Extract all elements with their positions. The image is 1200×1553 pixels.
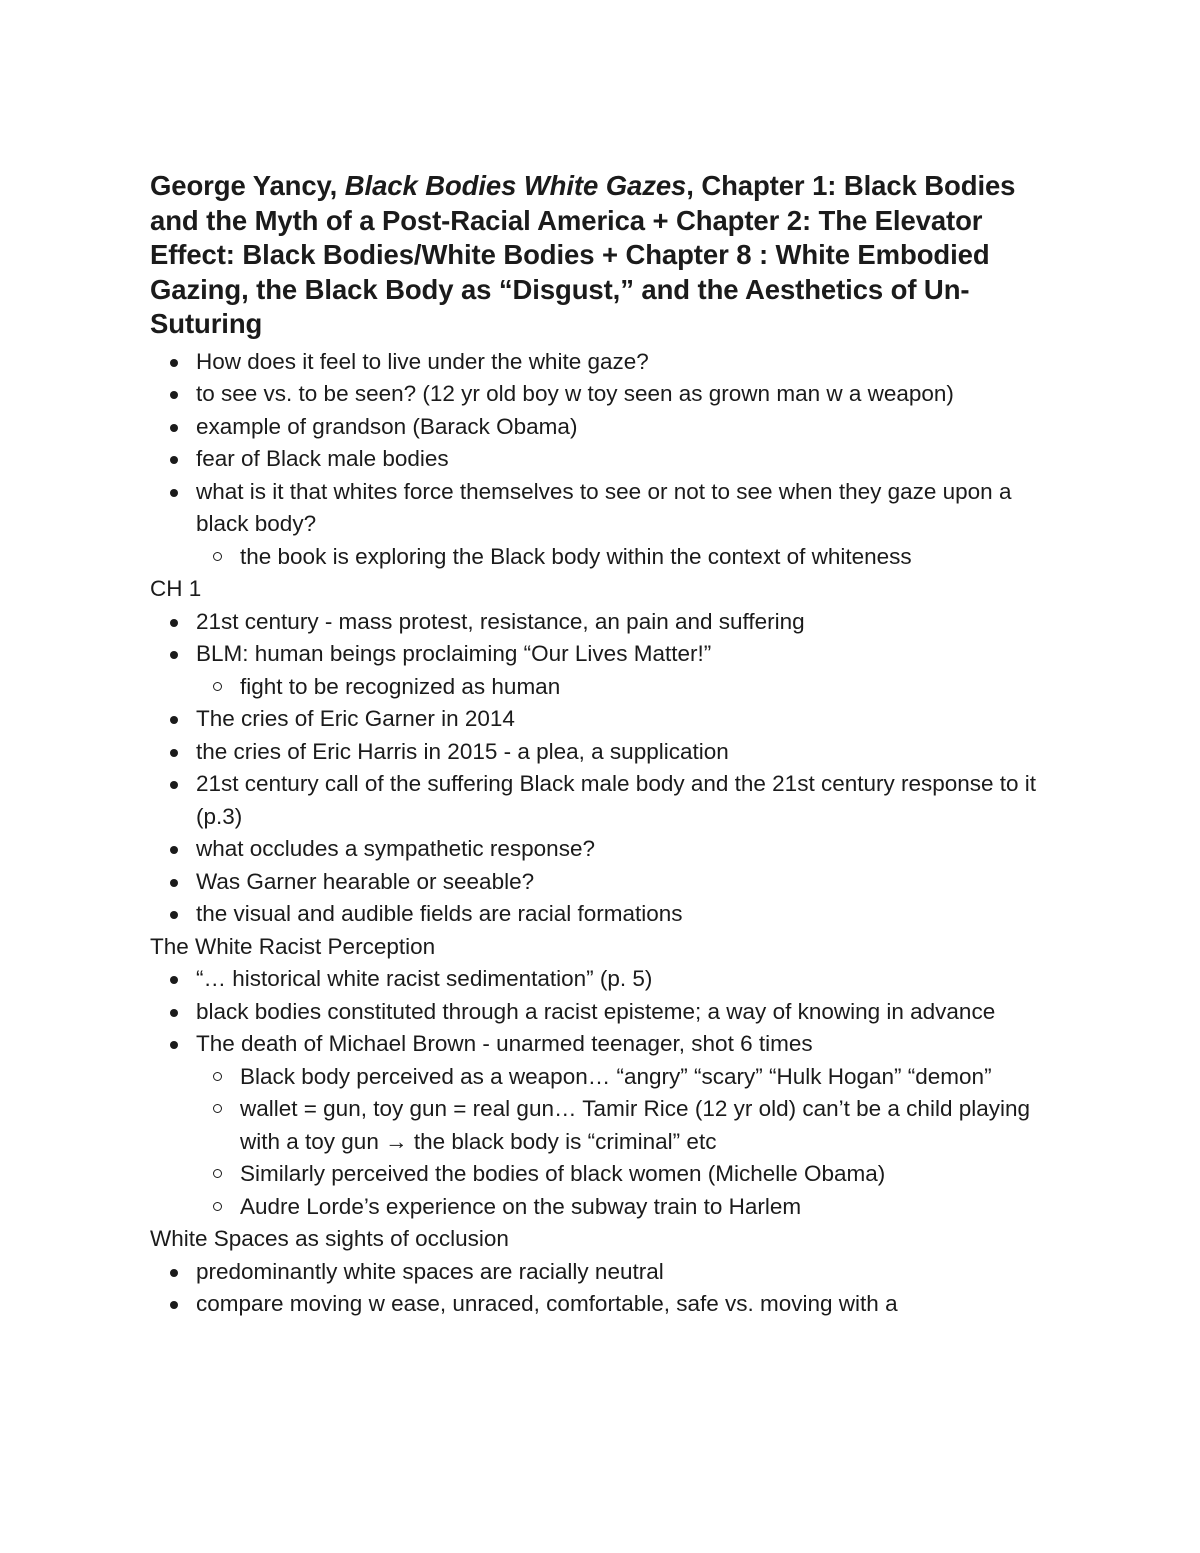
sub-list-item <box>196 1191 1060 1224</box>
list-item-text: predominantly white spaces are racially neutral <box>196 1258 664 1284</box>
bullet-icon <box>170 911 178 919</box>
bullet-icon <box>170 651 178 659</box>
list-item <box>150 736 1060 769</box>
list-item-text: what is it that whites force themselves to see or not to see when they gaze upon a black body? <box>196 478 1012 536</box>
list-item-text: 21st century - mass protest, resistance, an pain and suffering <box>196 608 805 634</box>
hollow-bullet-icon <box>213 1072 222 1081</box>
spaces-list <box>150 1256 1060 1321</box>
list-item <box>150 898 1060 931</box>
list-item-text: “… historical white racist sedimentation” (p. 5) <box>196 966 653 991</box>
title-part-2: , Chapter 1: Black Bodies and the Myth of a Post-Racial America + Chapter 2: The Elevator Effect: Black Bodies/White Bodies + Chapter 8 : White Embodied Gazing, the Black Body as “Disgust,” and the Aesthetics of Un-Suturing <box>150 170 1016 339</box>
sub-list-item-text: Audre Lorde’s experience on the subway train to Harlem <box>240 1193 802 1219</box>
bullet-icon <box>170 716 178 724</box>
list-item <box>150 996 1060 1029</box>
list-item-text: BLM: human beings proclaiming “Our Lives Matter!” <box>196 641 712 666</box>
sub-list-item-text: the book is exploring the Black body within the context of whiteness <box>240 543 912 569</box>
list-item-text: what occludes a sympathetic response? <box>196 836 595 861</box>
sub-list <box>196 541 1060 574</box>
list-item-text: Was Garner hearable or seeable? <box>196 868 535 894</box>
list-item <box>150 476 1060 574</box>
bullet-icon <box>170 976 178 984</box>
ch1-list <box>150 606 1060 931</box>
bullet-icon <box>170 424 178 432</box>
list-item-text: compare moving w ease, unraced, comfortable, safe vs. moving with a <box>196 1291 898 1316</box>
section-heading-perception: The White Racist Perception <box>150 933 436 959</box>
sub-list-item-text: wallet = gun, toy gun = real gun… Tamir Rice (12 yr old) can’t be a child playing with a toy gun → the black body is “criminal” etc <box>240 1096 1031 1154</box>
section-heading-spaces: White Spaces as sights of occlusion <box>150 1226 509 1251</box>
list-item <box>150 866 1060 899</box>
title-part-1: George Yancy, <box>150 170 345 201</box>
bullet-icon <box>170 391 178 399</box>
list-item <box>150 833 1060 866</box>
list-item <box>150 346 1060 379</box>
list-item <box>150 411 1060 444</box>
list-item <box>150 1028 1060 1223</box>
bullet-icon <box>170 749 178 757</box>
intro-list <box>150 346 1060 574</box>
document-title <box>150 169 1060 342</box>
hollow-bullet-icon <box>213 1202 222 1211</box>
bullet-icon <box>170 879 178 887</box>
list-item <box>150 606 1060 639</box>
bullet-icon <box>170 1301 178 1309</box>
bullet-icon <box>170 1009 178 1017</box>
list-item-text: The cries of Eric Garner in 2014 <box>196 706 515 731</box>
bullet-icon <box>170 489 178 497</box>
list-item-text: the visual and audible fields are racial formations <box>196 901 683 926</box>
list-item-text: example of grandson (Barack Obama) <box>196 413 578 439</box>
title-book-name: Black Bodies White Gazes <box>344 170 687 201</box>
sub-list-item <box>196 671 1060 704</box>
bullet-icon <box>170 359 178 367</box>
hollow-bullet-icon <box>213 552 222 561</box>
list-item <box>150 1288 1060 1321</box>
bullet-icon <box>170 619 178 627</box>
list-item <box>150 443 1060 476</box>
sub-list-item <box>196 541 1060 574</box>
bullet-icon <box>170 456 178 464</box>
perception-list <box>150 963 1060 1223</box>
sub-list-item <box>196 1061 1060 1094</box>
bullet-icon <box>170 1269 178 1277</box>
sub-list-item-text: fight to be recognized as human <box>240 673 561 699</box>
list-item <box>150 703 1060 736</box>
list-item <box>150 963 1060 996</box>
list-item <box>150 638 1060 703</box>
hollow-bullet-icon <box>213 1169 222 1178</box>
hollow-bullet-icon <box>213 1104 222 1113</box>
sub-list <box>196 671 1060 704</box>
document-page <box>150 169 1060 1321</box>
sub-list-item-text: Similarly perceived the bodies of black women (Michelle Obama) <box>240 1161 886 1186</box>
sub-list <box>196 1061 1060 1224</box>
list-item-text: fear of Black male bodies <box>196 446 449 471</box>
list-item <box>150 768 1060 833</box>
sub-list-item <box>196 1158 1060 1191</box>
section-heading-ch1: CH 1 <box>150 576 202 601</box>
hollow-bullet-icon <box>213 682 222 691</box>
list-item-text: to see vs. to be seen? (12 yr old boy w toy seen as grown man w a weapon) <box>196 381 954 406</box>
list-item-text: 21st century call of the suffering Black male body and the 21st century response to it (p.3) <box>196 771 1037 829</box>
list-item <box>150 1256 1060 1289</box>
list-item-text: The death of Michael Brown - unarmed teenager, shot 6 times <box>196 1031 813 1056</box>
list-item <box>150 378 1060 411</box>
bullet-icon <box>170 781 178 789</box>
bullet-icon <box>170 846 178 854</box>
list-item-text: black bodies constituted through a racist episteme; a way of knowing in advance <box>196 998 996 1024</box>
list-item-text: the cries of Eric Harris in 2015 - a plea, a supplication <box>196 738 729 764</box>
sub-list-item-text: Black body perceived as a weapon… “angry” “scary” “Hulk Hogan” “demon” <box>240 1063 992 1089</box>
sub-list-item <box>196 1093 1060 1158</box>
list-item-text: How does it feel to live under the white gaze? <box>196 348 649 374</box>
bullet-icon <box>170 1041 178 1049</box>
